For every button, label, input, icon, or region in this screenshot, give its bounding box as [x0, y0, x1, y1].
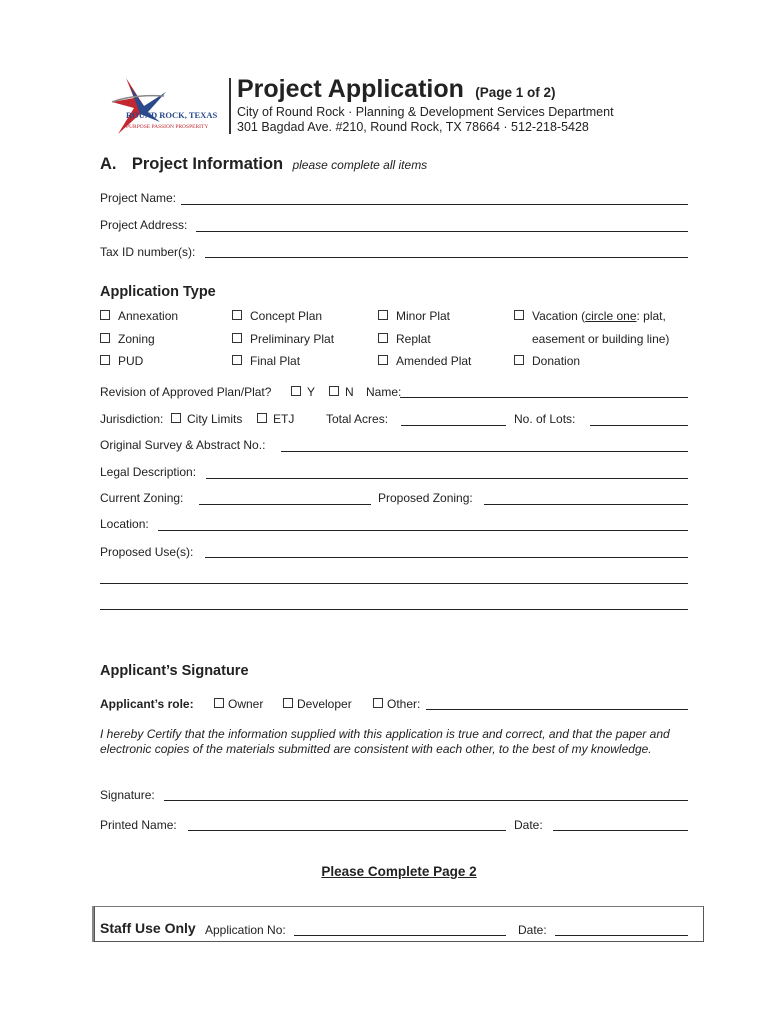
revision-name-label: Name: [366, 385, 402, 399]
lots-field[interactable] [590, 425, 688, 426]
tax-id-label: Tax ID number(s): [100, 245, 196, 259]
legal-description-field[interactable] [206, 478, 688, 479]
current-zoning-field[interactable] [199, 504, 371, 505]
certification-line-2: electronic copies of the materials submitted are consistent with each other, to the best of my knowledge. [100, 742, 652, 756]
checkbox-icon [378, 355, 388, 365]
section-subtitle: please complete all items [292, 158, 428, 172]
checkbox-icon [232, 333, 242, 343]
checkbox-revision-yes[interactable] [291, 385, 315, 399]
proposed-zoning-field[interactable] [484, 504, 688, 505]
checkbox-preliminary-plat[interactable] [232, 332, 334, 346]
staff-date-field[interactable] [555, 935, 688, 936]
option-label: ETJ [273, 412, 295, 426]
page-title [237, 75, 556, 104]
please-complete-page-2: Please Complete Page 2 [321, 864, 477, 879]
staff-date-label: Date: [518, 923, 547, 937]
checkbox-annexation[interactable] [100, 309, 178, 323]
option-label: Developer [297, 697, 352, 711]
checkbox-replat[interactable] [378, 332, 431, 346]
checkbox-minor-plat[interactable] [378, 309, 450, 323]
total-acres-field[interactable] [401, 425, 506, 426]
location-field[interactable] [158, 530, 688, 531]
checkbox-donation[interactable] [514, 354, 580, 368]
checkbox-icon [214, 698, 224, 708]
option-label: City Limits [187, 412, 243, 426]
project-name-field[interactable] [181, 204, 688, 205]
proposed-zoning-label: Proposed Zoning: [378, 491, 473, 505]
checkbox-other[interactable] [373, 697, 420, 711]
option-label: Final Plat [250, 354, 301, 368]
tax-id-field[interactable] [205, 257, 688, 258]
legal-description-label: Legal Description: [100, 465, 197, 479]
project-address-field[interactable] [196, 231, 688, 232]
checkbox-icon [373, 698, 383, 708]
section-title: Project Information [131, 155, 284, 173]
certification-line-1: I hereby Certify that the information supplied with this application is true and correct, and that the paper and [100, 727, 670, 741]
checkbox-icon [291, 386, 301, 396]
address-line: 301 Bagdad Ave. #210, Round Rock, TX 78664 · 512-218-5428 [237, 120, 589, 134]
checkbox-zoning[interactable] [100, 332, 155, 346]
checkbox-vacation[interactable] [514, 309, 666, 323]
jurisdiction-label: Jurisdiction: [100, 412, 164, 426]
checkbox-icon [100, 355, 110, 365]
staff-use-heading: Staff Use Only [100, 920, 196, 936]
date-label: Date: [514, 818, 543, 832]
header-divider [229, 78, 231, 134]
survey-label: Original Survey & Abstract No.: [100, 438, 266, 452]
option-label: Preliminary Plat [250, 332, 335, 346]
checkbox-icon [100, 310, 110, 320]
title-text: Project Application [237, 75, 464, 103]
checkbox-concept-plan[interactable] [232, 309, 322, 323]
location-label: Location: [100, 517, 149, 531]
department-line: City of Round Rock · Planning & Development Services Department [237, 105, 614, 119]
proposed-uses-field[interactable] [205, 557, 688, 558]
printed-name-field[interactable] [188, 830, 506, 831]
printed-name-label: Printed Name: [100, 818, 177, 832]
checkbox-icon [257, 413, 267, 423]
section-a-heading [100, 155, 427, 174]
option-label: Concept Plan [250, 309, 323, 323]
lots-label: No. of Lots: [514, 412, 576, 426]
current-zoning-label: Current Zoning: [100, 491, 184, 505]
checkbox-etj[interactable] [257, 412, 294, 426]
project-name-label: Project Name: [100, 191, 177, 205]
checkbox-icon [100, 333, 110, 343]
logo-tagline: PURPOSE PASSION PROSPERITY [126, 124, 209, 130]
option-label: PUD [118, 354, 144, 368]
checkbox-icon [232, 310, 242, 320]
checkbox-icon [378, 333, 388, 343]
checkbox-amended-plat[interactable] [378, 354, 471, 368]
checkbox-icon [232, 355, 242, 365]
revision-label: Revision of Approved Plan/Plat? [100, 385, 272, 399]
application-no-label: Application No: [205, 923, 286, 937]
checkbox-icon [514, 310, 524, 320]
option-label: Amended Plat [396, 354, 472, 368]
city-logo [104, 72, 222, 140]
option-label: Other: [387, 697, 421, 711]
proposed-uses-field-2[interactable] [100, 583, 688, 584]
signature-label: Signature: [100, 788, 155, 802]
circle-one-text: circle one [585, 309, 637, 323]
option-label: Annexation [118, 309, 179, 323]
application-no-field[interactable] [294, 935, 506, 936]
checkbox-pud[interactable] [100, 354, 143, 368]
checkbox-icon [514, 355, 524, 365]
checkbox-city-limits[interactable] [171, 412, 242, 426]
checkbox-icon [283, 698, 293, 708]
checkbox-owner[interactable] [214, 697, 263, 711]
checkbox-developer[interactable] [283, 697, 352, 711]
option-label: Minor Plat [396, 309, 451, 323]
option-label: Replat [396, 332, 431, 346]
application-type-heading: Application Type [100, 284, 216, 300]
signature-field[interactable] [164, 800, 688, 801]
checkbox-final-plat[interactable] [232, 354, 300, 368]
project-address-label: Project Address: [100, 218, 188, 232]
checkbox-icon [378, 310, 388, 320]
option-label-suffix: : plat, [636, 309, 666, 323]
other-role-field[interactable] [426, 709, 688, 710]
option-label: N [345, 385, 354, 399]
survey-field[interactable] [281, 451, 688, 452]
applicant-signature-heading: Applicant’s Signature [100, 663, 249, 679]
checkbox-icon [171, 413, 181, 423]
logo-text: ROUND ROCK, TEXAS [126, 110, 218, 120]
vacation-continued: easement or building line) [532, 332, 670, 346]
option-label: Vacation ( [532, 309, 586, 323]
date-field[interactable] [553, 830, 688, 831]
section-letter: A. [100, 155, 117, 173]
option-label: Donation [532, 354, 581, 368]
total-acres-label: Total Acres: [326, 412, 389, 426]
option-label: Y [307, 385, 316, 399]
revision-name-field[interactable] [400, 397, 688, 398]
proposed-uses-label: Proposed Use(s): [100, 545, 194, 559]
option-label: Owner [228, 697, 264, 711]
checkbox-icon [329, 386, 339, 396]
proposed-uses-field-3[interactable] [100, 609, 688, 610]
checkbox-revision-no[interactable] [329, 385, 354, 399]
role-label: Applicant’s role: [100, 697, 194, 711]
option-label: Zoning [118, 332, 155, 346]
page-indicator: (Page 1 of 2) [475, 85, 556, 100]
